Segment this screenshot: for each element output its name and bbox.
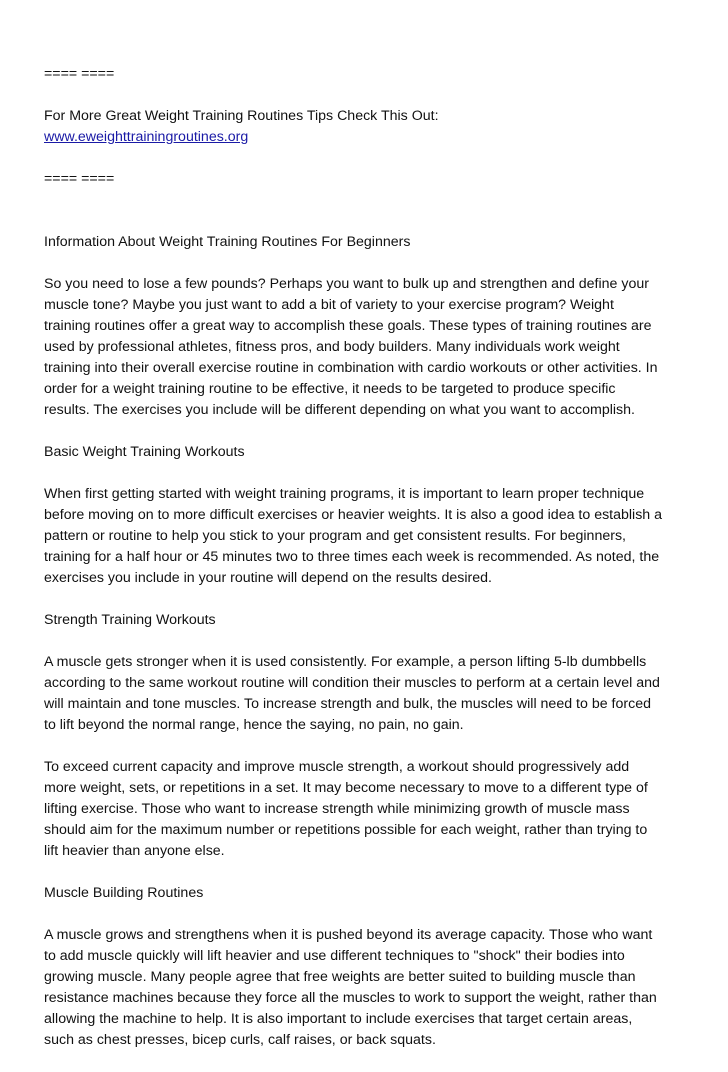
muscle-line: to add muscle quickly will lift heavier and use different techniques to "shock" their bodies into: [44, 948, 625, 964]
section-heading-muscle: Muscle Building Routines: [44, 885, 204, 901]
strength-line: lifting exercise. Those who want to increase strength while minimizing growth of muscle mass: [44, 801, 630, 817]
basic-line: training for a half hour or 45 minutes two to three times each week is recommended. As noted, the: [44, 549, 660, 565]
section-heading-strength: Strength Training Workouts: [44, 612, 216, 628]
intro-line: So you need to lose a few pounds? Perhaps you want to bulk up and strengthen and define your: [44, 276, 649, 292]
promo-link[interactable]: www.eweighttrainingroutines.org: [44, 129, 249, 145]
basic-line: before moving on to more difficult exercises or heavier weights. It is also a good idea to establish a: [44, 507, 663, 523]
intro-line: muscle tone? Maybe you just want to add a bit of variety to your exercise program? Weight: [44, 297, 614, 313]
strength-line: to lift beyond the normal range, hence the saying, no pain, no gain.: [44, 717, 464, 733]
article-title: Information About Weight Training Routines For Beginners: [44, 234, 411, 250]
intro-line: order for a weight training routine to be effective, it needs to be targeted to produce specific: [44, 381, 616, 397]
strength-line: should aim for the maximum number or repetitions possible for each weight, rather than trying to: [44, 822, 648, 838]
intro-line: results. The exercises you include will be different depending on what you want to accomplish.: [44, 402, 635, 418]
intro-line: training into their overall exercise routine in combination with cardio workouts or other activities. In: [44, 360, 658, 376]
strength-paragraph-1: [44, 652, 690, 736]
intro-line: training routines offer a great way to accomplish these goals. These types of training routines are: [44, 318, 652, 334]
separator-bottom: ==== ====: [44, 171, 115, 187]
muscle-line: such as chest presses, bicep curls, calf raises, or back squats.: [44, 1032, 436, 1048]
muscle-line: allowing the machine to help. It is also important to include exercises that target certain areas,: [44, 1011, 633, 1027]
intro-line: used by professional athletes, fitness pros, and body builders. Many individuals work weight: [44, 339, 620, 355]
strength-line: To exceed current capacity and improve muscle strength, a workout should progressively add: [44, 759, 630, 775]
section-heading-basic: Basic Weight Training Workouts: [44, 444, 245, 460]
document-page: [44, 64, 690, 1072]
basic-line: exercises you include in your routine will depend on the results desired.: [44, 570, 492, 586]
strength-line: A muscle gets stronger when it is used consistently. For example, a person lifting 5-lb dumbbells: [44, 654, 647, 670]
muscle-line: growing muscle. Many people agree that free weights are better suited to building muscle than: [44, 969, 636, 985]
intro-paragraph: [44, 274, 690, 421]
basic-line: When first getting started with weight training programs, it is important to learn proper technique: [44, 486, 645, 502]
muscle-line: A muscle grows and strengthens when it is pushed beyond its average capacity. Those who want: [44, 927, 653, 943]
strength-line: more weight, sets, or repetitions in a set. It may become necessary to move to a different type of: [44, 780, 648, 796]
basic-line: pattern or routine to help you stick to your program and get consistent results. For beginners,: [44, 528, 626, 544]
strength-line: will maintain and tone muscles. To increase strength and bulk, the muscles will need to be forced: [44, 696, 651, 712]
muscle-line: resistance machines because they force all the muscles to work to support the weight, rather than: [44, 990, 657, 1006]
basic-paragraph: [44, 484, 690, 589]
strength-paragraph-2: [44, 757, 690, 862]
promo-text: For More Great Weight Training Routines Tips Check This Out:: [44, 108, 439, 124]
strength-line: according to the same workout routine will condition their muscles to perform at a certain level and: [44, 675, 660, 691]
strength-line: lift heavier than anyone else.: [44, 843, 225, 859]
separator-top: ==== ====: [44, 66, 115, 82]
muscle-paragraph: [44, 925, 690, 1051]
